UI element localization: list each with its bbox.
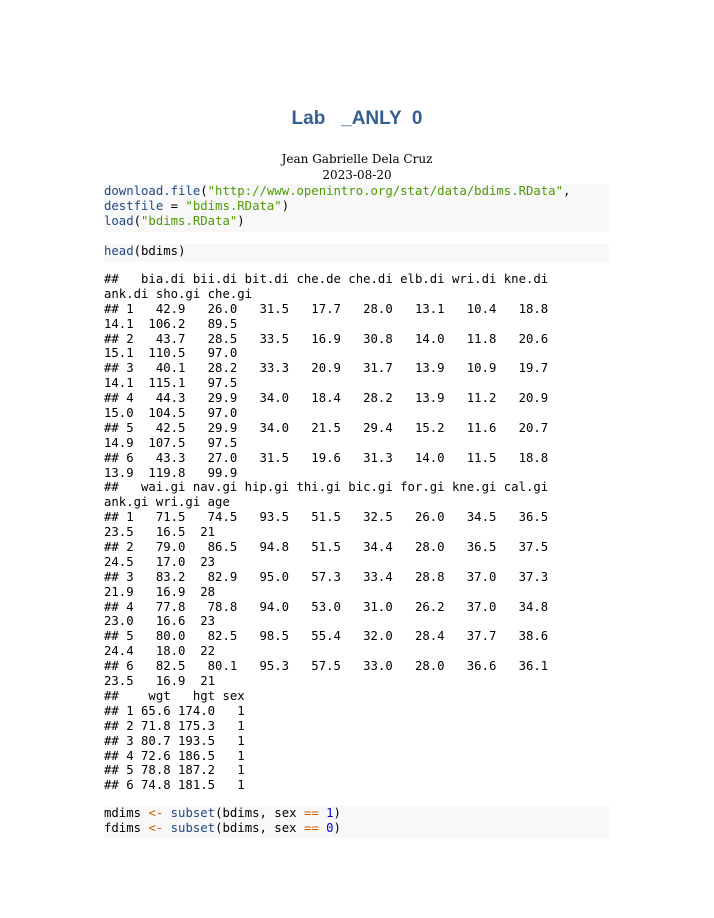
output-line: ## 6 43.3 27.0 31.5 19.6 31.3 14.0 11.5 18.8 xyxy=(104,450,549,465)
code-string: "bdims.RData" xyxy=(141,213,238,228)
code-operator: <- xyxy=(148,806,164,820)
code-operator: == xyxy=(303,820,319,835)
code-function: download.file xyxy=(104,184,201,198)
output-line: ## 5 78.8 187.2 1 xyxy=(104,763,245,778)
code-function: subset xyxy=(170,806,216,820)
code-argument: bdims xyxy=(141,244,179,258)
output-line: 24.5 17.0 23 xyxy=(104,554,216,569)
output-line: ## 5 42.5 29.9 34.0 21.5 29.4 15.2 11.6 20.7 xyxy=(104,420,549,435)
output-line: ## bia.di bii.di bit.di che.de che.di elb.di wri.di kne.di xyxy=(104,272,549,286)
output-line: 14.1 115.1 97.5 xyxy=(104,376,238,391)
output-line: ## 6 74.8 181.5 1 xyxy=(104,778,245,793)
output-line: ## 1 65.6 174.0 1 xyxy=(104,703,245,718)
code-function: load xyxy=(104,213,134,228)
output-line: ## 2 43.7 28.5 33.5 16.9 30.8 14.0 11.8 20.6 xyxy=(104,331,549,346)
output-line: ## 1 71.5 74.5 93.5 51.5 32.5 26.0 34.5 36.5 xyxy=(104,510,549,525)
output-line: ## 2 79.0 86.5 94.8 51.5 34.4 28.0 36.5 37.5 xyxy=(104,540,549,555)
output-line: 23.5 16.5 21 xyxy=(104,525,216,540)
output-line: ## 4 44.3 29.9 34.0 18.4 28.2 13.9 11.2 20.9 xyxy=(104,391,549,406)
output-line: 23.5 16.9 21 xyxy=(104,674,216,689)
code-line-fdims: fdims <- subset(bdims, sex == 0) xyxy=(104,820,341,835)
output-line: 23.0 16.6 23 xyxy=(104,614,216,629)
code-number: 0 xyxy=(326,820,334,835)
code-function: head xyxy=(104,244,134,258)
document-title: Lab _ANLY 0 xyxy=(291,108,423,129)
output-line: 15.1 110.5 97.0 xyxy=(104,346,238,361)
output-line: ## 1 42.9 26.0 31.5 17.7 28.0 13.1 10.4 18.8 xyxy=(104,301,549,316)
output-line: 24.4 18.0 22 xyxy=(104,644,216,659)
code-line-download: download.file("http://www.openintro.org/stat/data/bdims.RData", xyxy=(104,184,571,198)
code-variable: mdims xyxy=(104,806,142,820)
output-line: ## 6 82.5 80.1 95.3 57.5 33.0 28.0 36.6 36.1 xyxy=(104,659,549,674)
output-line: ## 4 72.6 186.5 1 xyxy=(104,748,245,763)
output-line: ank.di sho.gi che.gi xyxy=(104,286,253,301)
code-string: "http://www.openintro.org/stat/data/bdims.RData" xyxy=(207,184,564,198)
code-line-destfile: destfile = "bdims.RData") xyxy=(104,198,290,213)
code-line-head: head(bdims) xyxy=(104,244,186,258)
output-line: 14.9 107.5 97.5 xyxy=(104,435,238,450)
code-variable: fdims xyxy=(104,820,142,835)
document-author: Jean Gabrielle Dela Cruz xyxy=(281,152,433,166)
output-line: ank.gi wri.gi age xyxy=(104,495,230,510)
code-operator: <- xyxy=(148,820,164,835)
output-line: ## wgt hgt sex xyxy=(104,688,245,703)
code-line-load: load("bdims.RData") xyxy=(104,213,245,228)
code-function: subset xyxy=(170,820,216,835)
code-arguments: bdims, sex xyxy=(222,806,304,820)
code-operator: == xyxy=(303,806,319,820)
document-date: 2023-08-20 xyxy=(322,168,392,182)
output-line: ## 5 80.0 82.5 98.5 55.4 32.0 28.4 37.7 38.6 xyxy=(104,629,549,644)
code-chunk-download xyxy=(104,184,609,232)
output-line: ## 2 71.8 175.3 1 xyxy=(104,718,245,733)
output-line: 21.9 16.9 28 xyxy=(104,584,216,599)
output-line: 14.1 106.2 89.5 xyxy=(104,316,238,331)
output-line: ## 4 77.8 78.8 94.0 53.0 31.0 26.2 37.0 34.8 xyxy=(104,599,549,614)
code-chunk-head xyxy=(104,244,609,262)
output-line: ## 3 40.1 28.2 33.3 20.9 31.7 13.9 10.9 19.7 xyxy=(104,361,549,376)
output-line: ## 3 80.7 193.5 1 xyxy=(104,733,245,748)
code-argument-name: destfile xyxy=(104,198,164,213)
code-arguments: bdims, sex xyxy=(222,820,304,835)
output-line: ## wai.gi nav.gi hip.gi thi.gi bic.gi for.gi kne.gi cal.gi xyxy=(104,480,549,495)
code-chunk-subset xyxy=(104,806,609,838)
code-line-mdims: mdims <- subset(bdims, sex == 1) xyxy=(104,806,341,820)
output-line: 15.0 104.5 97.0 xyxy=(104,406,238,421)
output-line: ## 3 83.2 82.9 95.0 57.3 33.4 28.8 37.0 37.3 xyxy=(104,569,549,584)
code-string: "bdims.RData" xyxy=(185,198,282,213)
code-number: 1 xyxy=(326,806,334,820)
output-line: 13.9 119.8 99.9 xyxy=(104,465,238,480)
code-output xyxy=(104,272,609,793)
